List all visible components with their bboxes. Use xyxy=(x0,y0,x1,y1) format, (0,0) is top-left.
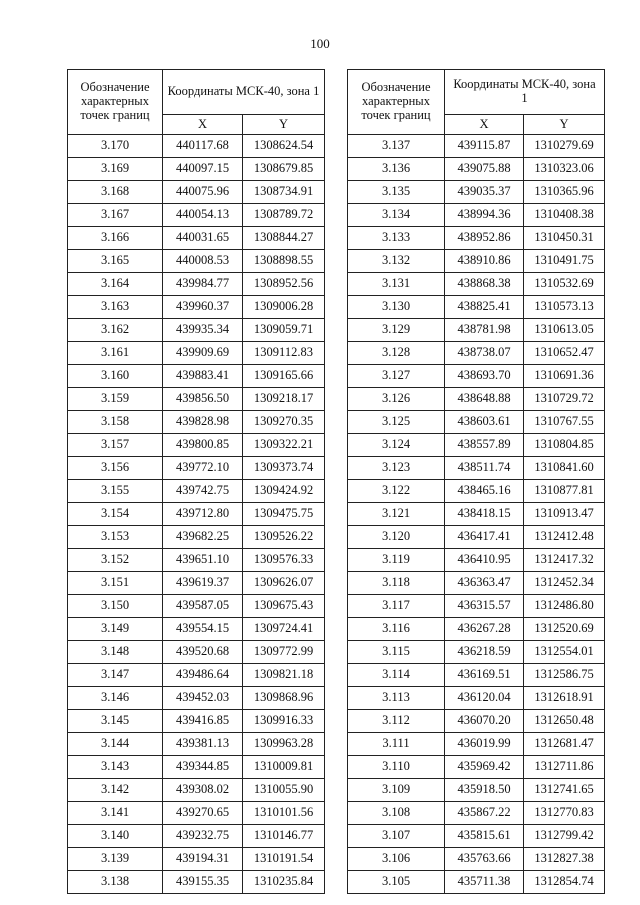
table-row xyxy=(68,871,325,894)
y-coordinate-cell: 1309373.74 xyxy=(243,457,325,480)
table-row xyxy=(348,802,605,825)
y-coordinate-cell: 1309916.33 xyxy=(243,710,325,733)
y-coordinate-cell: 1310365.96 xyxy=(524,181,605,204)
table-row xyxy=(348,687,605,710)
table-row xyxy=(68,549,325,572)
x-coordinate-cell: 439772.10 xyxy=(163,457,243,480)
table-row xyxy=(68,802,325,825)
y-coordinate-cell: 1310323.06 xyxy=(524,158,605,181)
point-id-cell: 3.110 xyxy=(348,756,445,779)
point-id-cell: 3.128 xyxy=(348,342,445,365)
point-id-cell: 3.122 xyxy=(348,480,445,503)
table-row xyxy=(68,641,325,664)
x-coordinate-cell: 439075.88 xyxy=(445,158,524,181)
point-id-cell: 3.143 xyxy=(68,756,163,779)
point-id-cell: 3.167 xyxy=(68,204,163,227)
x-coordinate-cell: 438738.07 xyxy=(445,342,524,365)
x-coordinate-cell: 435867.22 xyxy=(445,802,524,825)
table-row xyxy=(68,227,325,250)
x-coordinate-cell: 439960.37 xyxy=(163,296,243,319)
y-coordinate-cell: 1309270.35 xyxy=(243,411,325,434)
x-coordinate-cell: 439194.31 xyxy=(163,848,243,871)
x-coordinate-cell: 439486.64 xyxy=(163,664,243,687)
table-row xyxy=(68,434,325,457)
y-coordinate-cell: 1308952.56 xyxy=(243,273,325,296)
point-id-cell: 3.165 xyxy=(68,250,163,273)
y-coordinate-cell: 1310913.47 xyxy=(524,503,605,526)
point-id-cell: 3.118 xyxy=(348,572,445,595)
x-coordinate-cell: 440031.65 xyxy=(163,227,243,250)
x-coordinate-cell: 435918.50 xyxy=(445,779,524,802)
x-coordinate-cell: 439712.80 xyxy=(163,503,243,526)
table-row xyxy=(68,457,325,480)
header-x: X xyxy=(163,115,243,135)
header-coordinate-system: Координаты МСК-40, зона 1 xyxy=(163,70,325,115)
y-coordinate-cell: 1310532.69 xyxy=(524,273,605,296)
y-coordinate-cell: 1310652.47 xyxy=(524,342,605,365)
table-row xyxy=(348,227,605,250)
point-id-cell: 3.120 xyxy=(348,526,445,549)
y-coordinate-cell: 1312618.91 xyxy=(524,687,605,710)
x-coordinate-cell: 436417.41 xyxy=(445,526,524,549)
x-coordinate-cell: 439035.37 xyxy=(445,181,524,204)
x-coordinate-cell: 439984.77 xyxy=(163,273,243,296)
table-row xyxy=(348,296,605,319)
table-row xyxy=(348,250,605,273)
y-coordinate-cell: 1312586.75 xyxy=(524,664,605,687)
x-coordinate-cell: 439554.15 xyxy=(163,618,243,641)
y-coordinate-cell: 1312452.34 xyxy=(524,572,605,595)
point-id-cell: 3.121 xyxy=(348,503,445,526)
x-coordinate-cell: 435763.66 xyxy=(445,848,524,871)
point-id-cell: 3.156 xyxy=(68,457,163,480)
point-id-cell: 3.160 xyxy=(68,365,163,388)
x-coordinate-cell: 439155.35 xyxy=(163,871,243,894)
point-id-cell: 3.147 xyxy=(68,664,163,687)
table-row xyxy=(348,572,605,595)
y-coordinate-cell: 1310408.38 xyxy=(524,204,605,227)
point-id-cell: 3.141 xyxy=(68,802,163,825)
y-coordinate-cell: 1312554.01 xyxy=(524,641,605,664)
y-coordinate-cell: 1310729.72 xyxy=(524,388,605,411)
x-coordinate-cell: 440008.53 xyxy=(163,250,243,273)
table-row xyxy=(348,825,605,848)
x-coordinate-cell: 435711.38 xyxy=(445,871,524,894)
table-row xyxy=(348,365,605,388)
table-row xyxy=(68,756,325,779)
x-coordinate-cell: 439270.65 xyxy=(163,802,243,825)
y-coordinate-cell: 1309059.71 xyxy=(243,319,325,342)
x-coordinate-cell: 440075.96 xyxy=(163,181,243,204)
y-coordinate-cell: 1310573.13 xyxy=(524,296,605,319)
header-coordinate-system: Координаты МСК-40, зона 1 xyxy=(445,70,605,115)
point-id-cell: 3.144 xyxy=(68,733,163,756)
table-row xyxy=(348,181,605,204)
header-point-label: Обозначение характерных точек границ xyxy=(68,70,163,135)
y-coordinate-cell: 1309868.96 xyxy=(243,687,325,710)
y-coordinate-cell: 1309424.92 xyxy=(243,480,325,503)
x-coordinate-cell: 438418.15 xyxy=(445,503,524,526)
y-coordinate-cell: 1310101.56 xyxy=(243,802,325,825)
point-id-cell: 3.149 xyxy=(68,618,163,641)
point-id-cell: 3.154 xyxy=(68,503,163,526)
y-coordinate-cell: 1312827.38 xyxy=(524,848,605,871)
point-id-cell: 3.116 xyxy=(348,618,445,641)
y-coordinate-cell: 1312854.74 xyxy=(524,871,605,894)
table-row xyxy=(68,710,325,733)
y-coordinate-cell: 1310841.60 xyxy=(524,457,605,480)
table-row xyxy=(68,687,325,710)
x-coordinate-cell: 440117.68 xyxy=(163,135,243,158)
y-coordinate-cell: 1309218.17 xyxy=(243,388,325,411)
point-id-cell: 3.158 xyxy=(68,411,163,434)
table-row xyxy=(348,779,605,802)
y-coordinate-cell: 1309821.18 xyxy=(243,664,325,687)
table-row xyxy=(348,135,605,158)
y-coordinate-cell: 1312486.80 xyxy=(524,595,605,618)
table-row xyxy=(348,871,605,894)
point-id-cell: 3.117 xyxy=(348,595,445,618)
x-coordinate-cell: 440054.13 xyxy=(163,204,243,227)
table-row xyxy=(68,595,325,618)
point-id-cell: 3.114 xyxy=(348,664,445,687)
header-y: Y xyxy=(243,115,325,135)
point-id-cell: 3.130 xyxy=(348,296,445,319)
x-coordinate-cell: 435815.61 xyxy=(445,825,524,848)
point-id-cell: 3.161 xyxy=(68,342,163,365)
y-coordinate-cell: 1310279.69 xyxy=(524,135,605,158)
x-coordinate-cell: 439587.05 xyxy=(163,595,243,618)
table-row xyxy=(68,181,325,204)
table-row xyxy=(68,135,325,158)
point-id-cell: 3.146 xyxy=(68,687,163,710)
point-id-cell: 3.109 xyxy=(348,779,445,802)
point-id-cell: 3.124 xyxy=(348,434,445,457)
x-coordinate-cell: 439452.03 xyxy=(163,687,243,710)
point-id-cell: 3.152 xyxy=(68,549,163,572)
x-coordinate-cell: 438465.16 xyxy=(445,480,524,503)
table-row xyxy=(348,549,605,572)
table-row xyxy=(68,572,325,595)
x-coordinate-cell: 435969.42 xyxy=(445,756,524,779)
point-id-cell: 3.125 xyxy=(348,411,445,434)
point-id-cell: 3.166 xyxy=(68,227,163,250)
header-x: X xyxy=(445,115,524,135)
x-coordinate-cell: 438648.88 xyxy=(445,388,524,411)
table-row xyxy=(68,503,325,526)
y-coordinate-cell: 1312741.65 xyxy=(524,779,605,802)
table-row xyxy=(68,526,325,549)
y-coordinate-cell: 1310877.81 xyxy=(524,480,605,503)
table-row xyxy=(348,733,605,756)
table-row xyxy=(348,641,605,664)
y-coordinate-cell: 1308624.54 xyxy=(243,135,325,158)
y-coordinate-cell: 1310235.84 xyxy=(243,871,325,894)
header-point-label: Обозначение характерных точек границ xyxy=(348,70,445,135)
y-coordinate-cell: 1312520.69 xyxy=(524,618,605,641)
x-coordinate-cell: 439935.34 xyxy=(163,319,243,342)
point-id-cell: 3.108 xyxy=(348,802,445,825)
y-coordinate-cell: 1310450.31 xyxy=(524,227,605,250)
table-row xyxy=(68,733,325,756)
point-id-cell: 3.133 xyxy=(348,227,445,250)
table-row xyxy=(68,342,325,365)
point-id-cell: 3.134 xyxy=(348,204,445,227)
point-id-cell: 3.112 xyxy=(348,710,445,733)
table-row xyxy=(348,342,605,365)
x-coordinate-cell: 440097.15 xyxy=(163,158,243,181)
y-coordinate-cell: 1312417.32 xyxy=(524,549,605,572)
point-id-cell: 3.131 xyxy=(348,273,445,296)
x-coordinate-cell: 436169.51 xyxy=(445,664,524,687)
table-row xyxy=(348,158,605,181)
point-id-cell: 3.169 xyxy=(68,158,163,181)
x-coordinate-cell: 436410.95 xyxy=(445,549,524,572)
point-id-cell: 3.107 xyxy=(348,825,445,848)
table-row xyxy=(68,158,325,181)
y-coordinate-cell: 1308789.72 xyxy=(243,204,325,227)
x-coordinate-cell: 439416.85 xyxy=(163,710,243,733)
point-id-cell: 3.123 xyxy=(348,457,445,480)
x-coordinate-cell: 439344.85 xyxy=(163,756,243,779)
point-id-cell: 3.157 xyxy=(68,434,163,457)
point-id-cell: 3.142 xyxy=(68,779,163,802)
x-coordinate-cell: 439651.10 xyxy=(163,549,243,572)
y-coordinate-cell: 1309576.33 xyxy=(243,549,325,572)
table-row xyxy=(68,779,325,802)
y-coordinate-cell: 1309724.41 xyxy=(243,618,325,641)
x-coordinate-cell: 438511.74 xyxy=(445,457,524,480)
y-coordinate-cell: 1309006.28 xyxy=(243,296,325,319)
y-coordinate-cell: 1312770.83 xyxy=(524,802,605,825)
table-row xyxy=(68,411,325,434)
table-row xyxy=(348,273,605,296)
table-row xyxy=(68,664,325,687)
point-id-cell: 3.155 xyxy=(68,480,163,503)
point-id-cell: 3.139 xyxy=(68,848,163,871)
y-coordinate-cell: 1309675.43 xyxy=(243,595,325,618)
point-id-cell: 3.138 xyxy=(68,871,163,894)
point-id-cell: 3.162 xyxy=(68,319,163,342)
point-id-cell: 3.159 xyxy=(68,388,163,411)
x-coordinate-cell: 438952.86 xyxy=(445,227,524,250)
y-coordinate-cell: 1308679.85 xyxy=(243,158,325,181)
point-id-cell: 3.170 xyxy=(68,135,163,158)
point-id-cell: 3.137 xyxy=(348,135,445,158)
table-row xyxy=(348,204,605,227)
table-row xyxy=(68,618,325,641)
point-id-cell: 3.106 xyxy=(348,848,445,871)
y-coordinate-cell: 1310055.90 xyxy=(243,779,325,802)
x-coordinate-cell: 439619.37 xyxy=(163,572,243,595)
table-row xyxy=(68,825,325,848)
point-id-cell: 3.113 xyxy=(348,687,445,710)
x-coordinate-cell: 439308.02 xyxy=(163,779,243,802)
y-coordinate-cell: 1310191.54 xyxy=(243,848,325,871)
table-row xyxy=(348,434,605,457)
x-coordinate-cell: 436315.57 xyxy=(445,595,524,618)
x-coordinate-cell: 438910.86 xyxy=(445,250,524,273)
y-coordinate-cell: 1308898.55 xyxy=(243,250,325,273)
coordinates-table-right xyxy=(347,69,605,894)
table-row xyxy=(68,204,325,227)
point-id-cell: 3.129 xyxy=(348,319,445,342)
x-coordinate-cell: 438868.38 xyxy=(445,273,524,296)
y-coordinate-cell: 1309112.83 xyxy=(243,342,325,365)
table-row xyxy=(348,664,605,687)
point-id-cell: 3.140 xyxy=(68,825,163,848)
y-coordinate-cell: 1310491.75 xyxy=(524,250,605,273)
point-id-cell: 3.105 xyxy=(348,871,445,894)
x-coordinate-cell: 439883.41 xyxy=(163,365,243,388)
table-row xyxy=(68,250,325,273)
table-row xyxy=(68,848,325,871)
point-id-cell: 3.164 xyxy=(68,273,163,296)
table-row xyxy=(348,710,605,733)
point-id-cell: 3.126 xyxy=(348,388,445,411)
y-coordinate-cell: 1310767.55 xyxy=(524,411,605,434)
x-coordinate-cell: 436120.04 xyxy=(445,687,524,710)
x-coordinate-cell: 439742.75 xyxy=(163,480,243,503)
x-coordinate-cell: 439520.68 xyxy=(163,641,243,664)
x-coordinate-cell: 438994.36 xyxy=(445,204,524,227)
point-id-cell: 3.111 xyxy=(348,733,445,756)
x-coordinate-cell: 439909.69 xyxy=(163,342,243,365)
y-coordinate-cell: 1308844.27 xyxy=(243,227,325,250)
point-id-cell: 3.151 xyxy=(68,572,163,595)
table-row xyxy=(348,457,605,480)
x-coordinate-cell: 439115.87 xyxy=(445,135,524,158)
table-row xyxy=(68,273,325,296)
point-id-cell: 3.153 xyxy=(68,526,163,549)
point-id-cell: 3.127 xyxy=(348,365,445,388)
point-id-cell: 3.150 xyxy=(68,595,163,618)
table-row xyxy=(348,526,605,549)
point-id-cell: 3.148 xyxy=(68,641,163,664)
point-id-cell: 3.132 xyxy=(348,250,445,273)
x-coordinate-cell: 438603.61 xyxy=(445,411,524,434)
y-coordinate-cell: 1309963.28 xyxy=(243,733,325,756)
x-coordinate-cell: 438781.98 xyxy=(445,319,524,342)
page-number: 100 xyxy=(310,36,330,51)
y-coordinate-cell: 1309475.75 xyxy=(243,503,325,526)
y-coordinate-cell: 1312650.48 xyxy=(524,710,605,733)
x-coordinate-cell: 438693.70 xyxy=(445,365,524,388)
x-coordinate-cell: 439381.13 xyxy=(163,733,243,756)
table-row xyxy=(348,595,605,618)
table-row xyxy=(68,480,325,503)
y-coordinate-cell: 1309322.21 xyxy=(243,434,325,457)
x-coordinate-cell: 439856.50 xyxy=(163,388,243,411)
table-row xyxy=(348,756,605,779)
table-row xyxy=(348,503,605,526)
y-coordinate-cell: 1309626.07 xyxy=(243,572,325,595)
y-coordinate-cell: 1312711.86 xyxy=(524,756,605,779)
table-row xyxy=(348,848,605,871)
y-coordinate-cell: 1310613.05 xyxy=(524,319,605,342)
y-coordinate-cell: 1312799.42 xyxy=(524,825,605,848)
y-coordinate-cell: 1310804.85 xyxy=(524,434,605,457)
y-coordinate-cell: 1310009.81 xyxy=(243,756,325,779)
table-row xyxy=(68,296,325,319)
table-row xyxy=(348,618,605,641)
table-row xyxy=(68,365,325,388)
table-row xyxy=(348,388,605,411)
point-id-cell: 3.168 xyxy=(68,181,163,204)
y-coordinate-cell: 1308734.91 xyxy=(243,181,325,204)
x-coordinate-cell: 439232.75 xyxy=(163,825,243,848)
table-row xyxy=(68,319,325,342)
x-coordinate-cell: 436070.20 xyxy=(445,710,524,733)
coordinates-table-left xyxy=(67,69,325,894)
y-coordinate-cell: 1309772.99 xyxy=(243,641,325,664)
x-coordinate-cell: 436019.99 xyxy=(445,733,524,756)
y-coordinate-cell: 1310146.77 xyxy=(243,825,325,848)
x-coordinate-cell: 438825.41 xyxy=(445,296,524,319)
table-row xyxy=(348,411,605,434)
point-id-cell: 3.163 xyxy=(68,296,163,319)
header-y: Y xyxy=(524,115,605,135)
y-coordinate-cell: 1310691.36 xyxy=(524,365,605,388)
point-id-cell: 3.136 xyxy=(348,158,445,181)
y-coordinate-cell: 1312681.47 xyxy=(524,733,605,756)
x-coordinate-cell: 439800.85 xyxy=(163,434,243,457)
y-coordinate-cell: 1309165.66 xyxy=(243,365,325,388)
x-coordinate-cell: 436218.59 xyxy=(445,641,524,664)
point-id-cell: 3.145 xyxy=(68,710,163,733)
x-coordinate-cell: 436363.47 xyxy=(445,572,524,595)
x-coordinate-cell: 436267.28 xyxy=(445,618,524,641)
table-row xyxy=(348,319,605,342)
point-id-cell: 3.115 xyxy=(348,641,445,664)
x-coordinate-cell: 438557.89 xyxy=(445,434,524,457)
point-id-cell: 3.135 xyxy=(348,181,445,204)
y-coordinate-cell: 1312412.48 xyxy=(524,526,605,549)
x-coordinate-cell: 439682.25 xyxy=(163,526,243,549)
table-row xyxy=(68,388,325,411)
y-coordinate-cell: 1309526.22 xyxy=(243,526,325,549)
table-row xyxy=(348,480,605,503)
point-id-cell: 3.119 xyxy=(348,549,445,572)
x-coordinate-cell: 439828.98 xyxy=(163,411,243,434)
